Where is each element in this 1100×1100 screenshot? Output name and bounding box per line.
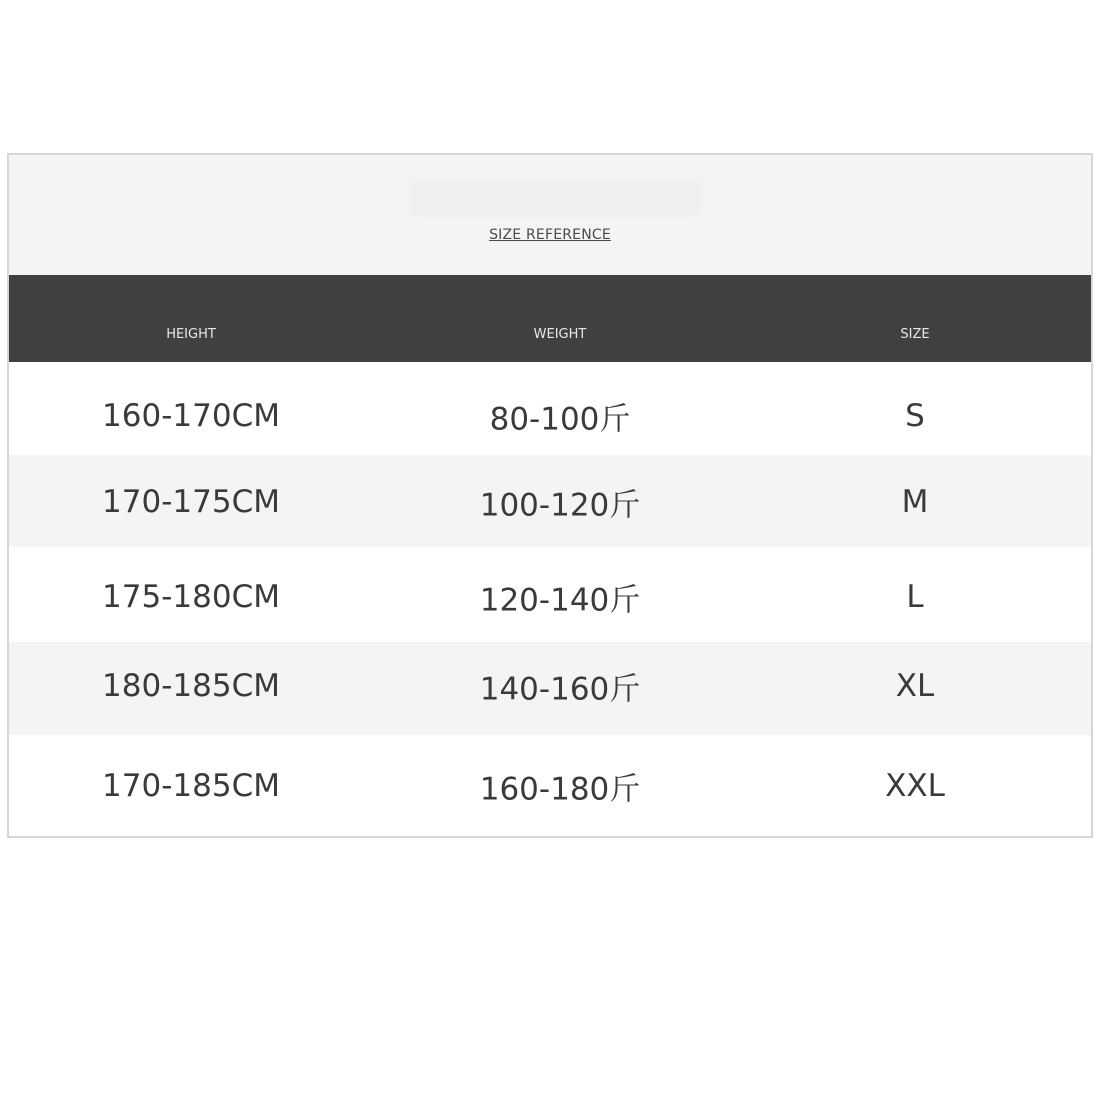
table-row: [9, 362, 1091, 455]
height-cell: 180-185CM: [102, 668, 280, 704]
weight-cell: 80-100斤: [489, 401, 631, 438]
height-cell: 170-185CM: [102, 768, 280, 804]
table-row: [9, 642, 1091, 735]
weight-cell: 100-120斤: [479, 487, 641, 524]
column-header-weight: WEIGHT: [533, 327, 587, 342]
table-header: [9, 275, 1091, 362]
table-row: [9, 547, 1091, 642]
table-row: [9, 455, 1091, 547]
size-cell: XL: [895, 668, 935, 704]
title-area: [9, 155, 1091, 275]
size-cell: S: [905, 398, 925, 434]
weight-cell: 120-140斤: [479, 582, 641, 619]
size-cell: XXL: [885, 768, 945, 804]
height-cell: 170-175CM: [102, 484, 280, 520]
height-cell: 175-180CM: [102, 579, 280, 615]
column-header-height: HEIGHT: [166, 327, 216, 342]
column-header-size: SIZE: [900, 327, 930, 342]
weight-cell: 160-180斤: [479, 771, 641, 808]
weight-cell: 140-160斤: [479, 671, 641, 708]
size-cell: M: [901, 484, 929, 520]
size-reference-title: SIZE REFERENCE: [489, 227, 611, 243]
size-cell: L: [906, 579, 924, 615]
size-chart-card: [7, 153, 1093, 838]
table-row: [9, 735, 1091, 836]
height-cell: 160-170CM: [102, 398, 280, 434]
blurred-heading: [411, 181, 701, 217]
